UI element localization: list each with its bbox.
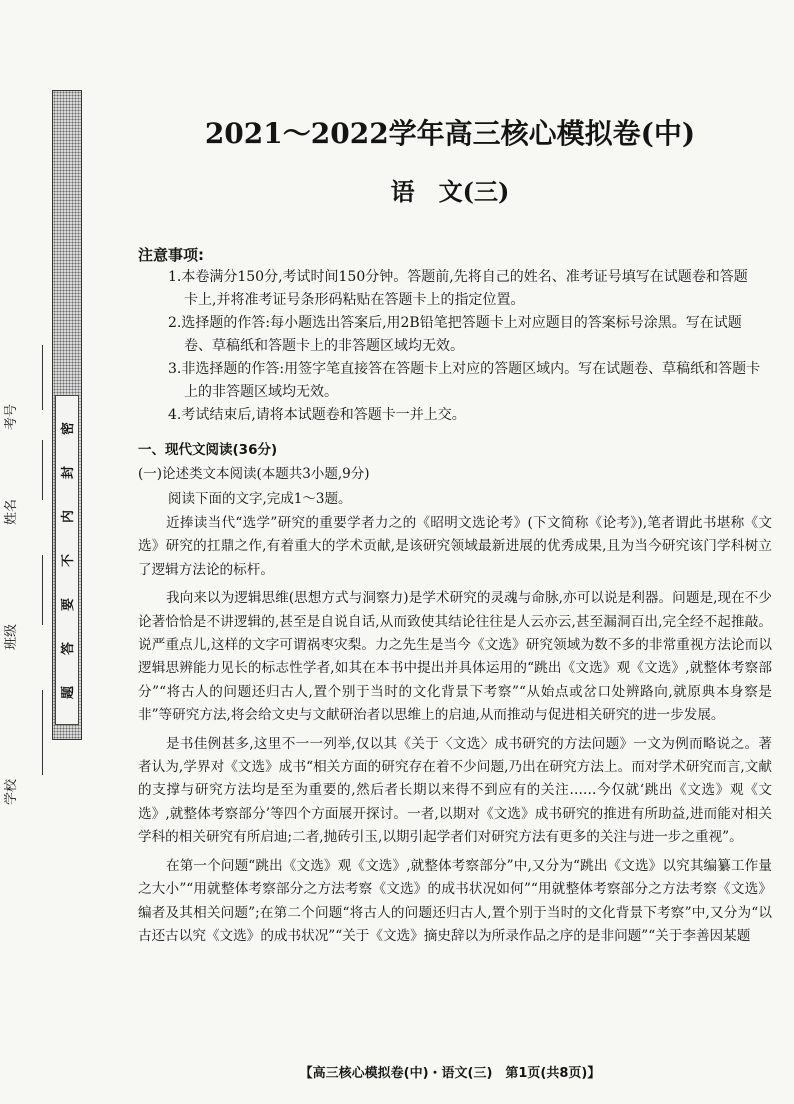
class-label: 班级	[4, 623, 19, 650]
school-label: 学校	[4, 778, 19, 805]
seal-char: 密	[61, 421, 77, 435]
exam-subject: 语 文(三)	[390, 177, 510, 206]
section-heading: 一、现代文阅读(36分)	[138, 442, 278, 458]
number-field-line	[42, 345, 43, 410]
note-item: 3.非选择题的作答:用签字笔直接答在答题卡上对应的答题区域内。写在试题卷、草稿纸和答题卡	[168, 361, 761, 377]
notes-list	[168, 266, 768, 427]
note-item: 2.选择题的作答:每小题选出答案后,用2B铅笔把答题卡上对应题目的答案标号涂黑。写在试题	[168, 315, 742, 331]
note-item-continued: 上的非答题区域均无效。	[184, 384, 338, 400]
seal-char: 不	[61, 553, 77, 567]
passage-paragraph: 是书佳例甚多,这里不一一列举,仅以其《关于〈文选〉成书研究的方法问题》一文为例而略说之。著者认为,学界对《文选》成书“相关方面的研究存在着不少问题,乃出在研究方法上。而对学术研究而言,文献的支撑与研究方法均是至为重要的,然后者长期以来得不到应有的关注……今仅就‘跳出《文选》观《文选》,就整体考察部分’等四个方面展开探讨。一者,以期对《文选》成书研究的推进有所助益,进而能对相关学科的相关研究有所启迪;二者,抛砖引玉,以期引起学者们对研究方法有更多的关注与进一步之重视”。	[138, 735, 772, 846]
note-item-continued: 卡上,并将准考证号条形码粘贴在答题卡上的指定位置。	[184, 292, 525, 308]
class-field-line	[42, 555, 43, 625]
number-label: 考号	[4, 403, 19, 430]
notes-heading: 注意事项:	[138, 246, 204, 264]
reading-instruction: 阅读下面的文字,完成1～3题。	[168, 491, 352, 507]
passage-body	[138, 512, 772, 953]
seal-char: 封	[61, 465, 77, 479]
passage-paragraph: 在第一个问题“跳出《文选》观《文选》,就整体考察部分”中,又分为“跳出《文选》以究其编纂工作量之大小”“用就整体考察部分之方法考察《文选》的成书状况如何”“用就整体考察部分之方法考察《文选》编者及其相关问题”;在第二个问题“将古人的问题还归古人,置个别于当时的文化背景下考察”中,又分为“以古还古以究《文选》的成书状况”“关于《文选》摘史辞以为所录作品之序的是非问题”“关于李善因某题	[138, 857, 772, 944]
name-field-line	[42, 440, 43, 500]
note-item-continued: 卷、草稿纸和答题卡上的非答题区域均无效。	[184, 338, 464, 354]
seal-char: 题	[61, 685, 77, 699]
school-field-line	[42, 690, 43, 775]
page-footer: 【高三核心模拟卷(中)・语文(三) 第1页(共8页)】	[299, 1066, 601, 1081]
seal-char: 要	[61, 597, 77, 611]
passage-paragraph: 近捧读当代“选学”研究的重要学者力之的《昭明文选论考》(下文简称《论考》),笔者谓此书堪称《文选》研究的扛鼎之作,有着重大的学术贡献,是该研究领域最新进展的优秀成果,且为当今研究该门学科树立了逻辑方法论的标杆。	[138, 515, 772, 578]
note-item: 4.考试结束后,请将本试题卷和答题卡一并上交。	[168, 407, 466, 423]
seal-line-box	[55, 395, 79, 725]
exam-title: 2021～2022学年高三核心模拟卷(中)	[204, 117, 696, 150]
passage-paragraph: 我向来以为逻辑思维(思想方式与洞察力)是学术研究的灵魂与命脉,亦可以说是利器。问题是,现在不少论著恰恰是不讲逻辑的,甚至是自说自话,从而致使其结论往往是人云亦云,甚至漏洞百出,完全经不起推敲。说严重点儿,这样的文字可谓祸枣灾梨。力之先生是当今《文选》研究领域为数不多的非常重视方法论而以逻辑思辨能力见长的标志性学者,如其在本书中提出并具体运用的“跳出《文选》观《文选》,就整体考察部分”“将古人的问题还归古人,置个别于当时的文化背景下考察”“从始点或岔口处辨路向,就原典本身察是非”等研究方法,将会给文史与文献研治者以思维上的启迪,从而推动与促进相关研究的进一步发展。	[138, 590, 772, 724]
seal-char: 答	[61, 641, 77, 655]
name-label: 姓名	[4, 498, 19, 525]
seal-char: 内	[61, 509, 77, 523]
subsection-heading: (一)论述类文本阅读(本题共3小题,9分)	[138, 466, 370, 482]
note-item: 1.本卷满分150分,考试时间150分钟。答题前,先将自己的姓名、准考证号填写在试题卷和答题	[168, 269, 748, 285]
